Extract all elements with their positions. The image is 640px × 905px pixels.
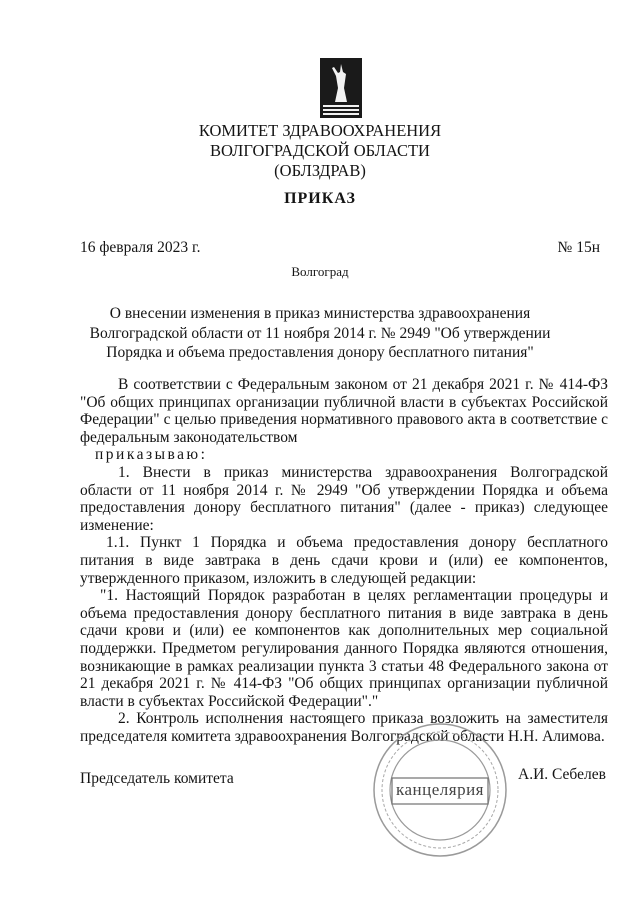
document-city: Волгоград (291, 264, 349, 279)
document-subject (0, 304, 640, 363)
subject-line: Порядка и объема предоставления донору бесплатного питания" (106, 344, 534, 361)
header-line-3: (ОБЛЗДРАВ) (274, 161, 366, 180)
document-date: 16 февраля 2023 г. (80, 239, 201, 256)
document-number: № 15н (557, 239, 600, 256)
signatory-position: Председатель комитета (80, 770, 234, 787)
document-title: ПРИКАЗ (284, 190, 356, 207)
signatory-name: А.И. Себелев (518, 766, 606, 783)
preamble-paragraph: В соответствии с Федеральным законом от 21 декабря 2021 г. № 414-ФЗ "Об общих принципах организации публичной власти в субъектах Российской Федерации" с целью приведения нормативного правового акта в соответствие с федеральным законодательством (80, 376, 608, 446)
quoted-paragraph: "1. Настоящий Порядок разработан в целях регламентации процедуры и объема предоставления донору бесплатного питания в виде завтрака в день сдачи крови и (или) ее компонентов как дополнительных мер социальной поддержки. Предметом регулирования данного Порядка являются отношения, возникающие в рамках реализации пункта 3 статьи 48 Федерального закона от 21 декабря 2021 г. № 414-ФЗ "Об общих принципах организации публичной власти в субъектах Российской Федерации"." (80, 587, 608, 710)
subject-line: О внесении изменения в приказ министерства здравоохранения (109, 305, 531, 322)
organization-header (0, 121, 640, 181)
office-stamp (370, 720, 510, 860)
item-1-1-paragraph: 1.1. Пункт 1 Порядка и объема предоставления донору бесплатного питания в виде завтрака в день сдачи крови и (или) ее компонентов, утвержденного приказом, изложить в следующей редакции: (80, 534, 608, 587)
subject-line: Волгоградской области от 11 ноября 2014 г. № 2949 "Об утверждении (89, 324, 551, 342)
header-line-2: ВОЛГОГРАДСКОЙ ОБЛАСТИ (210, 141, 430, 160)
volgograd-emblem-icon (320, 58, 362, 118)
header-line-1: КОМИТЕТ ЗДРАВООХРАНЕНИЯ (198, 121, 442, 140)
item-1-paragraph: 1. Внести в приказ министерства здравоохранения Волгоградской области от 11 ноября 2014 г. № 2949 "Об утверждении Порядка и объема предоставления донору бесплатного питания" (далее - приказ) следующее изменение: (80, 463, 608, 534)
document-body (80, 376, 608, 745)
orders-line: приказываю: (95, 446, 208, 464)
item-2-paragraph: 2. Контроль исполнения настоящего приказа возложить на заместителя председателя комитета здравоохранения Волгоградской области Н.Н. Алимова. (80, 710, 608, 745)
stamp-label: канцелярия (395, 780, 484, 799)
